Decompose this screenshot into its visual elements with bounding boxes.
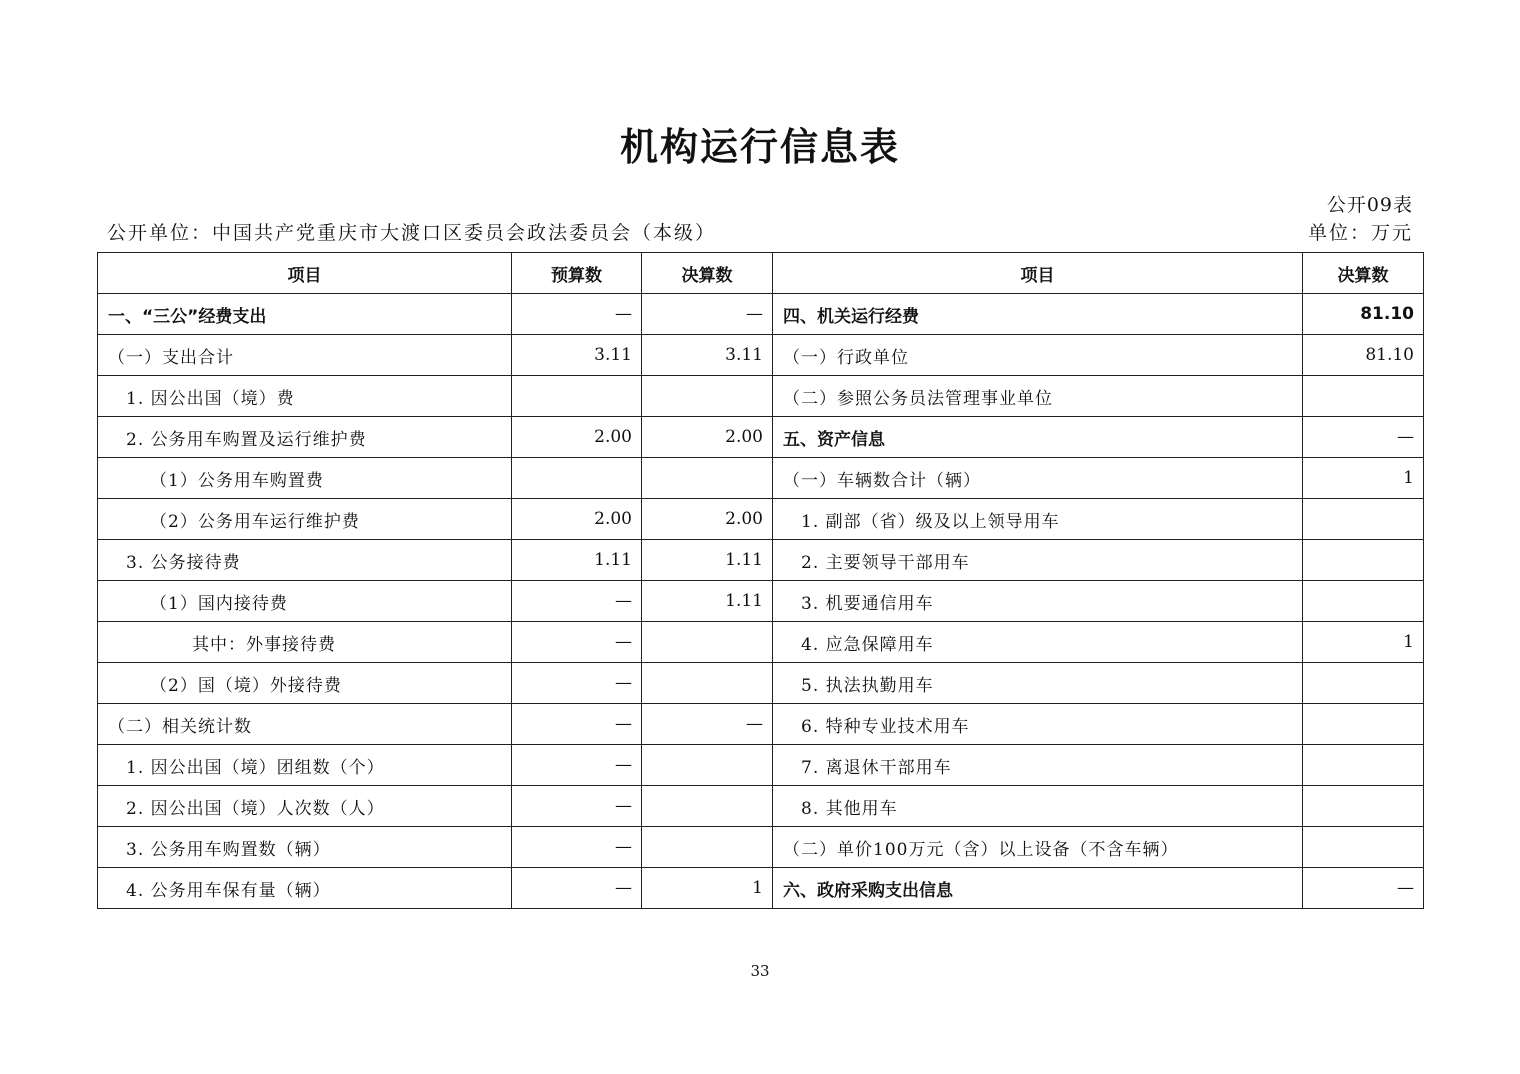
final-value: 2.00 (642, 499, 773, 540)
right-item-label: （二）单价100万元（含）以上设备（不含车辆） (773, 827, 1303, 868)
final-value (642, 458, 773, 499)
budget-value: — (512, 704, 642, 745)
final-value (642, 827, 773, 868)
table-row (98, 827, 1424, 868)
header-final-left: 决算数 (642, 253, 773, 294)
right-item-label: 4. 应急保障用车 (773, 622, 1303, 663)
left-item-label: 3. 公务用车购置数（辆） (98, 827, 512, 868)
left-item-label: 2. 公务用车购置及运行维护费 (98, 417, 512, 458)
header-item-right: 项目 (773, 253, 1303, 294)
table-row (98, 458, 1424, 499)
right-item-label: 四、机关运行经费 (773, 294, 1303, 335)
budget-value: 3.11 (512, 335, 642, 376)
left-item-label: （2）国（境）外接待费 (98, 663, 512, 704)
right-item-label: 1. 副部（省）级及以上领导用车 (773, 499, 1303, 540)
right-final-value: 81.10 (1303, 294, 1424, 335)
right-item-label: 六、政府采购支出信息 (773, 868, 1303, 909)
final-value: 1 (642, 868, 773, 909)
budget-value: — (512, 663, 642, 704)
right-final-value (1303, 827, 1424, 868)
left-item-label: 其中：外事接待费 (98, 622, 512, 663)
right-item-label: （一）行政单位 (773, 335, 1303, 376)
right-item-label: （一）车辆数合计（辆） (773, 458, 1303, 499)
right-final-value: — (1303, 417, 1424, 458)
right-final-value: 1 (1303, 622, 1424, 663)
table-title: 机构运行信息表 (619, 125, 900, 169)
table-row (98, 786, 1424, 827)
right-item-label: 2. 主要领导干部用车 (773, 540, 1303, 581)
right-final-value (1303, 581, 1424, 622)
right-item-label: （二）参照公务员法管理事业单位 (773, 376, 1303, 417)
currency-unit: 单位：万元 (1307, 222, 1413, 244)
header-item-left: 项目 (98, 253, 512, 294)
table-row (98, 745, 1424, 786)
table-row (98, 581, 1424, 622)
table-row (98, 376, 1424, 417)
final-value: 1.11 (642, 540, 773, 581)
left-item-label: （1）国内接待费 (98, 581, 512, 622)
budget-value: — (512, 827, 642, 868)
right-final-value (1303, 786, 1424, 827)
final-value: — (642, 704, 773, 745)
table-row (98, 540, 1424, 581)
reporting-unit: 公开单位：中国共产党重庆市大渡口区委员会政法委员会（本级） (107, 222, 717, 244)
final-value: 2.00 (642, 417, 773, 458)
form-number: 公开09表 (1326, 194, 1413, 216)
budget-value: — (512, 868, 642, 909)
left-item-label: （一）支出合计 (98, 335, 512, 376)
final-value (642, 745, 773, 786)
operation-info-table (97, 252, 1424, 909)
final-value: — (642, 294, 773, 335)
table-row (98, 663, 1424, 704)
header-budget: 预算数 (512, 253, 642, 294)
budget-value: — (512, 294, 642, 335)
budget-value: — (512, 786, 642, 827)
right-final-value (1303, 704, 1424, 745)
right-item-label: 7. 离退休干部用车 (773, 745, 1303, 786)
table-row (98, 622, 1424, 663)
right-final-value (1303, 745, 1424, 786)
right-item-label: 3. 机要通信用车 (773, 581, 1303, 622)
table-row (98, 335, 1424, 376)
right-final-value: 1 (1303, 458, 1424, 499)
left-item-label: 1. 因公出国（境）团组数（个） (98, 745, 512, 786)
budget-value: 2.00 (512, 417, 642, 458)
left-item-label: 1. 因公出国（境）费 (98, 376, 512, 417)
right-item-label: 5. 执法执勤用车 (773, 663, 1303, 704)
budget-value: — (512, 622, 642, 663)
right-final-value (1303, 663, 1424, 704)
budget-value: 1.11 (512, 540, 642, 581)
page-number: 33 (750, 962, 770, 980)
budget-value: 2.00 (512, 499, 642, 540)
table-row (98, 704, 1424, 745)
table-row (98, 417, 1424, 458)
left-item-label: 3. 公务接待费 (98, 540, 512, 581)
table-row (98, 294, 1424, 335)
final-value (642, 786, 773, 827)
right-final-value (1303, 540, 1424, 581)
header-final-right: 决算数 (1303, 253, 1424, 294)
right-final-value (1303, 499, 1424, 540)
left-item-label: （二）相关统计数 (98, 704, 512, 745)
right-item-label: 6. 特种专业技术用车 (773, 704, 1303, 745)
left-item-label: 2. 因公出国（境）人次数（人） (98, 786, 512, 827)
final-value: 1.11 (642, 581, 773, 622)
left-item-label: （1）公务用车购置费 (98, 458, 512, 499)
right-item-label: 五、资产信息 (773, 417, 1303, 458)
table-row (98, 499, 1424, 540)
final-value: 3.11 (642, 335, 773, 376)
left-item-label: 4. 公务用车保有量（辆） (98, 868, 512, 909)
budget-value: — (512, 745, 642, 786)
right-item-label: 8. 其他用车 (773, 786, 1303, 827)
final-value (642, 376, 773, 417)
header-row (98, 253, 1424, 294)
final-value (642, 622, 773, 663)
left-item-label: 一、“三公”经费支出 (98, 294, 512, 335)
budget-value (512, 376, 642, 417)
right-final-value: — (1303, 868, 1424, 909)
right-final-value (1303, 376, 1424, 417)
right-final-value: 81.10 (1303, 335, 1424, 376)
final-value (642, 663, 773, 704)
budget-value: — (512, 581, 642, 622)
table-row (98, 868, 1424, 909)
budget-value (512, 458, 642, 499)
left-item-label: （2）公务用车运行维护费 (98, 499, 512, 540)
